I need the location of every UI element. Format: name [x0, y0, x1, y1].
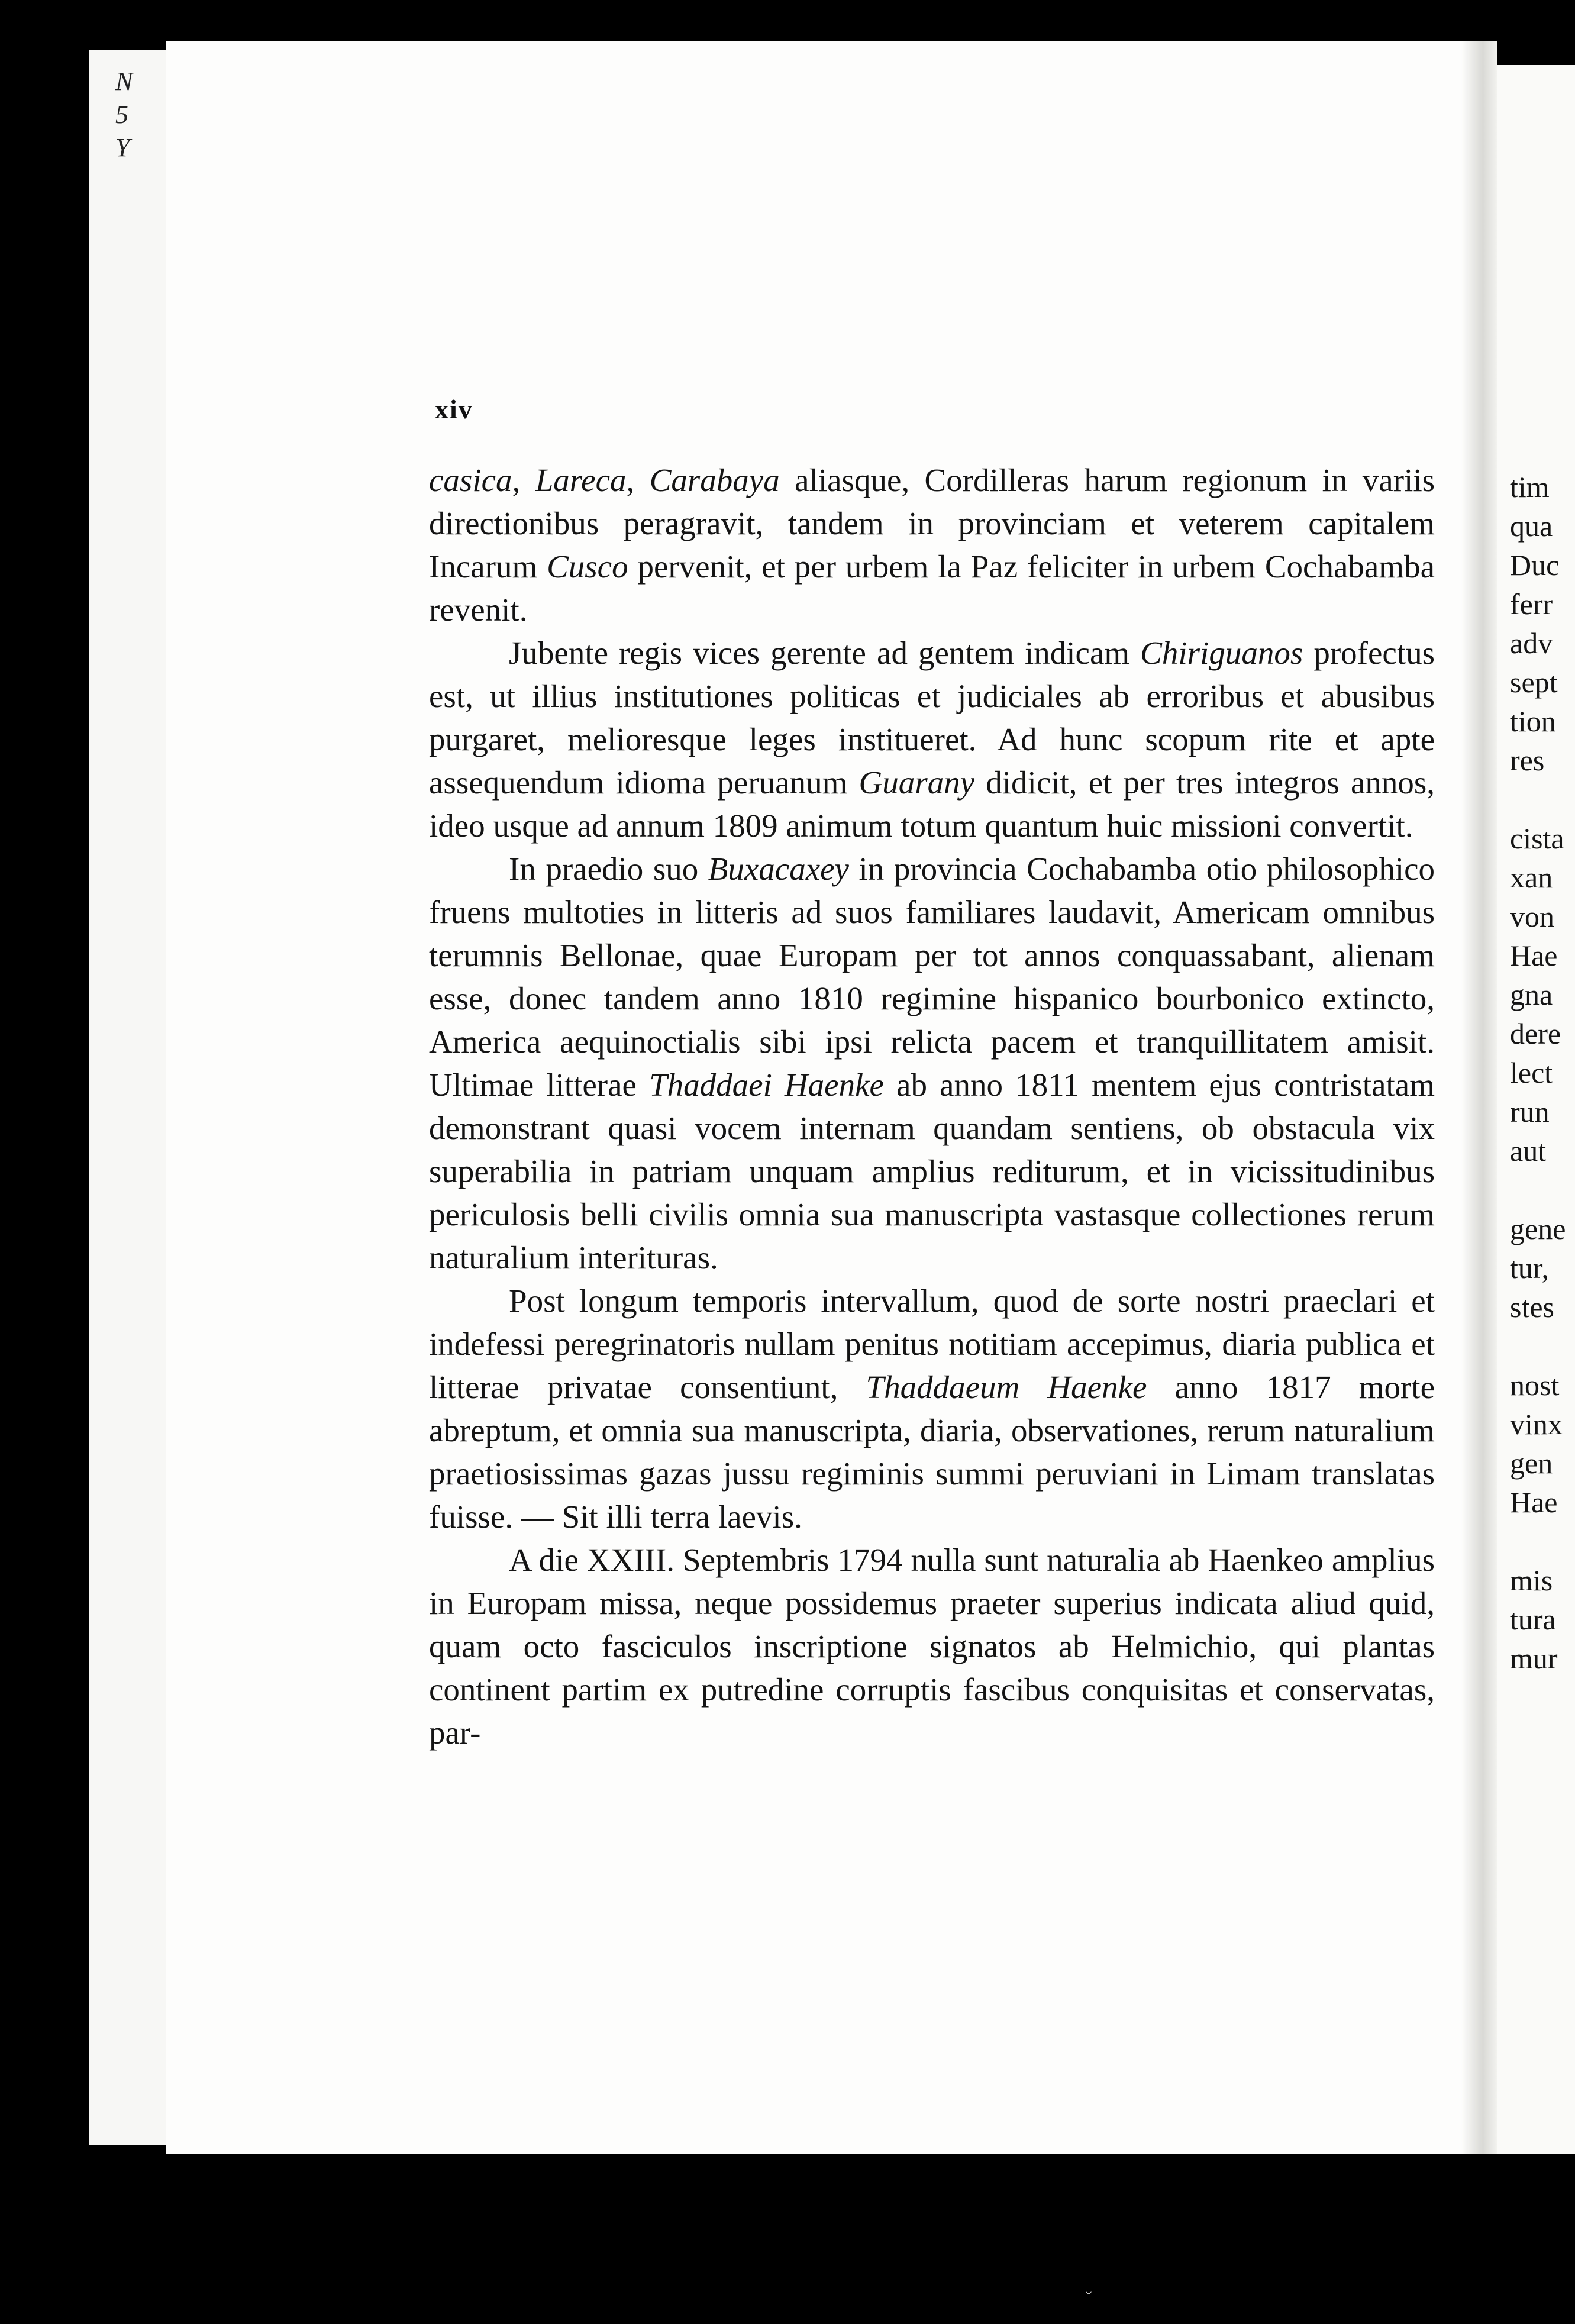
text-run: ab anno 1811 mentem ejus contristatam demonstrant quasi vocem internam quandam sentiens, ob obstacula vix superabilia in patriam unquam amplius rediturum, et in vicissitudinibus periculosis belli civilis omnia sua manuscripta vastasque collectiones rerum naturalium interituras.	[429, 1067, 1435, 1276]
italic-term: Carabaya	[649, 462, 780, 498]
facing-page-line: tura	[1510, 1603, 1556, 1636]
italic-term: Buxacaxey	[708, 851, 849, 887]
facing-page-line: adv	[1510, 627, 1553, 660]
italic-term: Cusco	[547, 548, 628, 585]
text-run: ,	[626, 462, 650, 498]
facing-page-line: vinx	[1510, 1408, 1563, 1441]
facing-page-line: Hae	[1510, 1486, 1558, 1519]
italic-term: casica	[429, 462, 512, 498]
facing-page-line: gna	[1510, 978, 1553, 1011]
facing-page-line: qua	[1510, 509, 1553, 543]
page-body-text	[429, 459, 1435, 1754]
facing-page-line: gen	[1510, 1447, 1553, 1480]
margin-mark: N	[115, 67, 133, 96]
facing-page-line: Hae	[1510, 939, 1558, 972]
facing-page-line: res	[1510, 744, 1545, 777]
facing-page-line: tur,	[1510, 1251, 1550, 1284]
text-run: In praedio suo	[509, 851, 708, 887]
facing-page-line: mur	[1510, 1642, 1558, 1675]
page-gutter-shadow	[1461, 41, 1497, 2154]
italic-term: Lareca	[535, 462, 627, 498]
paragraph-p5	[429, 1538, 1435, 1754]
facing-page-line: cista	[1510, 822, 1564, 855]
facing-page-line: ferr	[1510, 588, 1553, 621]
facing-page-line: xan	[1510, 861, 1553, 894]
paragraph-p4	[429, 1279, 1435, 1538]
facing-page-line: mis	[1510, 1564, 1553, 1597]
italic-term: Thaddaeum Haenke	[866, 1369, 1147, 1405]
text-run: aliasque, Cordilleras harum regionum in variis directionibus peragravit, tandem in provinciam et veterem capitalem Incarum	[429, 462, 1435, 585]
text-run: A die XXIII. Septembris 1794 nulla sunt naturalia ab Haenkeo amplius in Europam missa, neque possidemus praeter superius indicata aliud quid, quam octo fasciculos inscriptione signatos ab Helmichio, qui plantas continent partim ex putredine corruptis fascibus conquisitas et conservatas, par-	[429, 1542, 1435, 1751]
italic-term: Guarany	[858, 764, 975, 801]
binding-strip	[89, 50, 170, 2145]
facing-page-line: run	[1510, 1095, 1550, 1128]
facing-page-line: dere	[1510, 1017, 1561, 1050]
text-run: pervenit, et per urbem la Paz feliciter in urbem Cochabamba revenit.	[429, 548, 1435, 628]
text-run: in provincia Cochabamba otio philosophico fruens multoties in litteris ad suos familiares laudavit, Americam omnibus terumnis Bellonae, quae Europam per tot annos conquassabant, alienam esse, donec tandem anno 1810 regimine hispanico bourbonico extincto, America aequinoctialis sibi ipsi relicta pacem et tranquillitatem amisit. Ultimae litterae	[429, 851, 1435, 1103]
text-run: didicit, et per tres integros annos, ideo usque ad annum 1809 animum totum quantum huic missioni convertit.	[429, 764, 1435, 844]
text-run: ,	[512, 462, 535, 498]
facing-page-text	[1510, 467, 1575, 1678]
italic-term: Thaddaei Haenke	[649, 1067, 884, 1103]
facing-page-gap	[1510, 1326, 1575, 1366]
facing-page-line: aut	[1510, 1134, 1547, 1167]
facing-page-gap	[1510, 1170, 1575, 1209]
facing-page-line: von	[1510, 900, 1554, 933]
paragraph-p2	[429, 631, 1435, 847]
page-number: xiv	[435, 394, 473, 424]
facing-page-gap	[1510, 780, 1575, 819]
facing-page-line: tim	[1510, 470, 1550, 503]
facing-page-line: nost	[1510, 1368, 1560, 1402]
text-run: anno 1817 morte abreptum, et omnia sua manuscripta, diaria, observationes, rerum naturalium praetiosissimas gazas jussu regiminis summi peruviani in Limam translatas fuisse. — Sit illi terra laevis.	[429, 1369, 1435, 1535]
facing-page-line: stes	[1510, 1290, 1554, 1324]
facing-page-line: gene	[1510, 1212, 1566, 1245]
margin-mark: 5	[115, 100, 128, 129]
paragraph-p1	[429, 459, 1435, 631]
facing-page-line: Duc	[1510, 548, 1560, 582]
italic-term: Chiriguanos	[1140, 635, 1303, 671]
text-run: Jubente regis vices gerente ad gentem indicam	[509, 635, 1141, 671]
scan-artifact: ˇ	[1086, 2289, 1092, 2308]
facing-page-line: tion	[1510, 705, 1556, 738]
margin-mark: Y	[115, 133, 130, 162]
margin-annotations	[115, 65, 151, 166]
text-run: Post longum temporis intervallum, quod de sorte nostri praeclari et indefessi peregrinatoris nullam penitus notitiam accepimus, diaria publica et litterae privatae consentiunt,	[429, 1283, 1435, 1405]
paragraph-p3	[429, 847, 1435, 1279]
facing-page-gap	[1510, 1522, 1575, 1561]
facing-page-line: sept	[1510, 666, 1558, 699]
facing-page-line: lect	[1510, 1056, 1553, 1089]
text-run: profectus est, ut illius institutiones politicas et judiciales ab erroribus et abusibus purgaret, melioresque leges institueret. Ad hunc scopum rite et apte assequendum idioma peruanum	[429, 635, 1435, 801]
facing-page-fragment	[1497, 65, 1575, 2154]
